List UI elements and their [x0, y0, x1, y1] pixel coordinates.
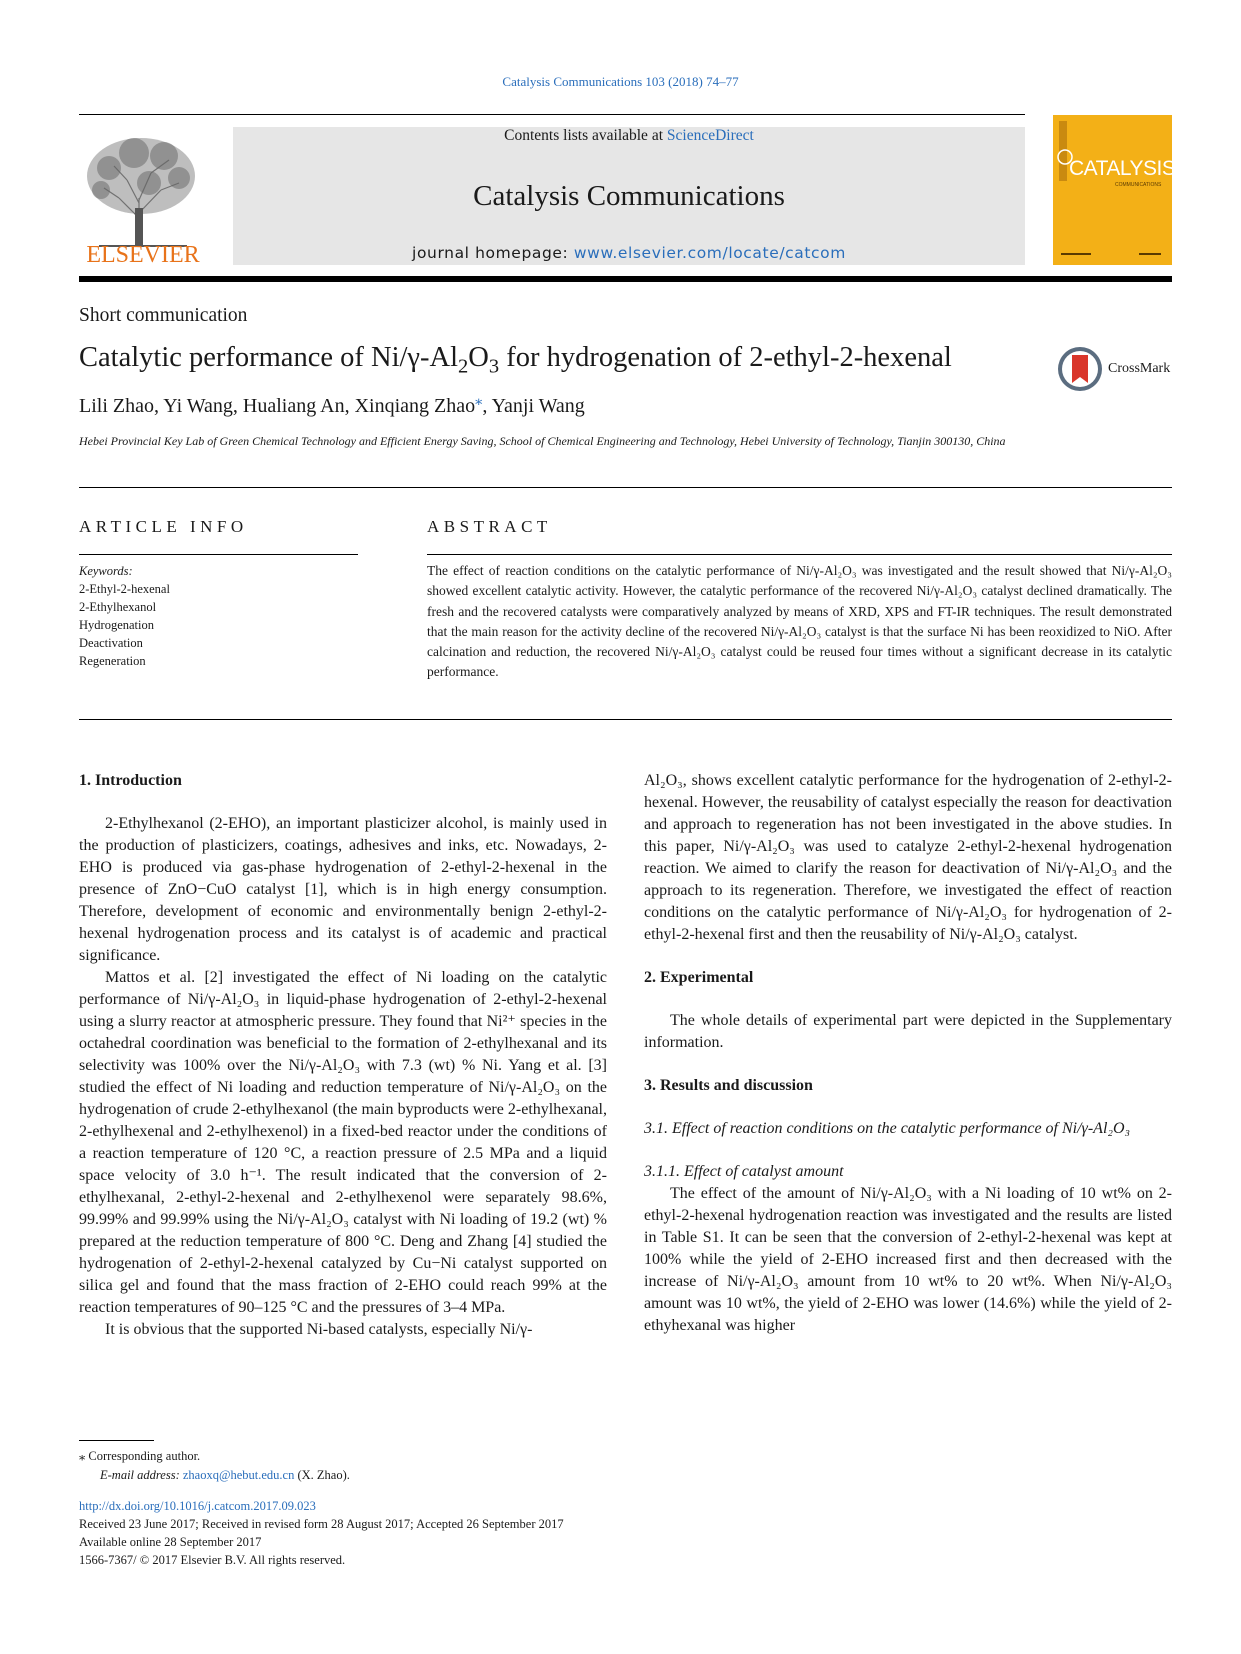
email-line	[79, 1466, 350, 1485]
publication-info	[79, 1497, 564, 1569]
title-sub-2: 2	[458, 355, 469, 378]
elsevier-logo	[79, 128, 207, 266]
article-title	[79, 342, 952, 378]
footnote-rule	[79, 1440, 154, 1441]
journal-reference-link[interactable]: Catalysis Communications 103 (2018) 74–77	[502, 74, 739, 89]
received-dates: Received 23 June 2017; Received in revised form 28 August 2017; Accepted 26 September 2017	[79, 1517, 564, 1531]
body-column-right	[644, 770, 1172, 1337]
corresponding-author-note: ⁎ Corresponding author.	[79, 1449, 201, 1463]
journal-title: Catalysis Communications	[473, 180, 785, 212]
footnote	[79, 1447, 350, 1485]
email-link[interactable]: zhaoxq@hebut.edu.cn	[182, 1468, 295, 1482]
title-sub-3: 3	[488, 355, 500, 378]
body-column-left	[79, 770, 607, 1341]
paragraph: Mattos et al. [2] investigated the effect of Ni loading on the catalytic performance of Ni/γ-Al₂O₃ in liquid-phase hydrogenation of 2-ethyl-2-hexenal using a slurry reactor at atmospheric pressure. They found that Ni²⁺ species in the octahedral coordination was beneficial to the formation of 2-ethylhexanal and its selectivity was 100% over the Ni/γ-Al₂O₃ with 7.3 (wt) % Ni. Yang et al. [3] studied the effect of Ni loading and reduction temperature of Ni/γ-Al₂O₃ on the hydrogenation of crude 2-ethylhexanol (the main byproducts were 2-ethylhexanal, 2-ethylhexenal and 2-ethylhexenol) in a fixed-bed reactor under the conditions of a reaction temperature of 120 °C, a reaction pressure of 2.5 MPa and a liquid space velocity of 3.0 h⁻¹. The result indicated that the conversion of 2-ethylhexanal, 2-ethyl-2-hexenal and 2-ethylhexenol were separately 98.6%, 99.99% and 99.99% using the Ni/γ-Al₂O₃ catalyst with Ni loading of 19.2 (wt) % prepared at the reduction temperature of 800 °C. Deng and Zhang [4] studied the hydrogenation of 2-ethyl-2-hexenal catalyzed by Cu−Ni catalyst supported on silica gel and found that the mass fraction of 2-EHO could reach 99% at the reaction temperatures of 90–125 °C and the pressures of 3–4 MPa.	[79, 969, 607, 1316]
contents-line	[233, 127, 1025, 145]
crossmark-badge[interactable]	[1056, 345, 1172, 393]
online-date: Available online 28 September 2017	[79, 1535, 262, 1549]
article-info-heading: ARTICLE INFO	[79, 517, 248, 536]
email-label: E-mail address:	[100, 1468, 180, 1482]
journal-cover-icon	[1053, 115, 1172, 265]
keyword-item: 2-Ethylhexanol	[79, 600, 157, 614]
header-thick-rule	[79, 276, 1172, 282]
divider	[79, 487, 1172, 488]
abstract-heading: ABSTRACT	[427, 517, 552, 536]
paragraph: The whole details of experimental part were depicted in the Supplementary information.	[644, 1012, 1172, 1051]
keywords-label: Keywords:	[79, 564, 133, 578]
cover-title: CATALYSIS	[1069, 157, 1172, 180]
subsection-heading: 3.1. Effect of reaction conditions on the catalytic performance of Ni/γ-Al₂O₃	[644, 1120, 1131, 1137]
divider	[79, 554, 358, 555]
copyright: 1566-7367/ © 2017 Elsevier B.V. All rights reserved.	[79, 1553, 346, 1567]
keyword-item: Regeneration	[79, 654, 146, 668]
corresponding-author-mark[interactable]: ⁎	[475, 392, 483, 409]
section-heading-results: 3. Results and discussion	[644, 1077, 813, 1094]
article-type: Short communication	[79, 305, 248, 326]
keyword-item: 2-Ethyl-2-hexenal	[79, 582, 170, 596]
paragraph-continued: Al₂O₃, shows excellent catalytic performance for the hydrogenation of 2-ethyl-2-hexenal. However, the reusability of catalyst especially the reason for deactivation and approach to regeneration has not been investigated in the above studies. In this paper, Ni/γ-Al₂O₃ was used to catalyze 2-ethyl-2-hexenal hydrogenation reaction. We aimed to clarify the reason for deactivation of Ni/γ-Al₂O₃ and the approach to its regeneration. Therefore, we investigated the effect of reaction conditions on the catalytic performance of Ni/γ-Al₂O₃ for hydrogenation of 2-ethyl-2-hexenal first and then the reusability of Ni/γ-Al₂O₃ catalyst.	[644, 772, 1172, 943]
contents-prefix: Contents lists available at	[504, 127, 667, 144]
elsevier-logo-text: ELSEVIER	[86, 242, 200, 266]
affiliation: Hebei Provincial Key Lab of Green Chemical Technology and Efficient Energy Saving, School of Chemical Engineering and Technology, Hebei University of Technology, Tianjin 300130, China	[79, 434, 1006, 448]
elsevier-tree-icon	[79, 128, 207, 266]
crossmark-label: CrossMark	[1108, 361, 1171, 376]
journal-cover-thumbnail[interactable]	[1053, 115, 1172, 265]
abstract-text: The effect of reaction conditions on the catalytic performance of Ni/γ-Al₂O₃ was investigated and the result showed that Ni/γ-Al₂O₃ showed excellent catalytic activity. However, the catalytic performance of the recovered Ni/γ-Al₂O₃ catalyst declined dramatically. The fresh and the recovered catalysts were comparatively analyzed by means of XRD, XPS and FT-IR techniques. The result demonstrated that the main reason for the activity decline of the recovered Ni/γ-Al₂O₃ catalyst is that the surface Ni has been reoxidized to NiO. After calcination and reduction, the recovered Ni/γ-Al₂O₃ catalyst could be reused four times without a significant decrease in its catalytic performance.	[427, 563, 1172, 680]
author-list	[79, 392, 585, 418]
authors-main: Lili Zhao, Yi Wang, Hualiang An, Xinqiang Zhao	[79, 395, 476, 417]
homepage-prefix: journal homepage:	[412, 244, 574, 262]
paragraph: It is obvious that the supported Ni-based catalysts, especially Ni/γ-	[105, 1321, 533, 1338]
section-heading-experimental: 2. Experimental	[644, 969, 754, 986]
section-heading-introduction: 1. Introduction	[79, 772, 182, 789]
keywords-block	[79, 562, 170, 670]
cover-subtitle: COMMUNICATIONS	[1115, 182, 1162, 188]
homepage-line	[233, 244, 1025, 262]
keyword-item: Deactivation	[79, 636, 143, 650]
paragraph: The effect of the amount of Ni/γ-Al₂O₃ with a Ni loading of 10 wt% on 2-ethyl-2-hexenal hydrogenation reaction was investigated and the results are listed in Table S1. It can be seen that the conversion of 2-ethyl-2-hexenal was kept at 100% while the yield of 2-EHO increased first and then decreased with the increase of Ni/γ-Al₂O₃ amount from 10 wt% to 20 wt%. When Ni/γ-Al₂O₃ amount was 10 wt%, the yield of 2-EHO was lower (14.6%) while the yield of 2-ethyhexanal was higher	[644, 1185, 1172, 1334]
doi-link[interactable]: http://dx.doi.org/10.1016/j.catcom.2017.09.023	[79, 1499, 316, 1513]
email-name: (X. Zhao).	[294, 1468, 350, 1482]
divider	[427, 554, 1172, 555]
journal-masthead	[233, 127, 1025, 265]
paragraph: 2-Ethylhexanol (2-EHO), an important plasticizer alcohol, is mainly used in the production of plasticizers, coatings, adhesives and inks, etc. Nowadays, 2-EHO is produced via gas-phase hydrogenation of 2-ethyl-2-hexenal in the presence of ZnO−CuO catalyst [1], which is in high energy consumption. Therefore, development of economic and environmentally benign 2-ethyl-2-hexenal hydrogenation process and its catalyst is of academic and practical significance.	[79, 815, 607, 964]
crossmark-icon	[1056, 345, 1104, 393]
divider	[79, 719, 1172, 720]
title-part: O	[468, 342, 489, 373]
journal-homepage-link[interactable]: www.elsevier.com/locate/catcom	[573, 244, 846, 262]
title-part: for hydrogenation of 2-ethyl-2-hexenal	[499, 342, 952, 373]
keyword-item: Hydrogenation	[79, 618, 154, 632]
header-top-rule	[79, 114, 1025, 115]
title-part: Catalytic performance of Ni/γ-Al	[79, 342, 458, 373]
subsubsection-heading: 3.1.1. Effect of catalyst amount	[644, 1163, 844, 1180]
authors-tail: , Yanji Wang	[482, 395, 585, 417]
sciencedirect-link[interactable]: ScienceDirect	[666, 127, 754, 144]
